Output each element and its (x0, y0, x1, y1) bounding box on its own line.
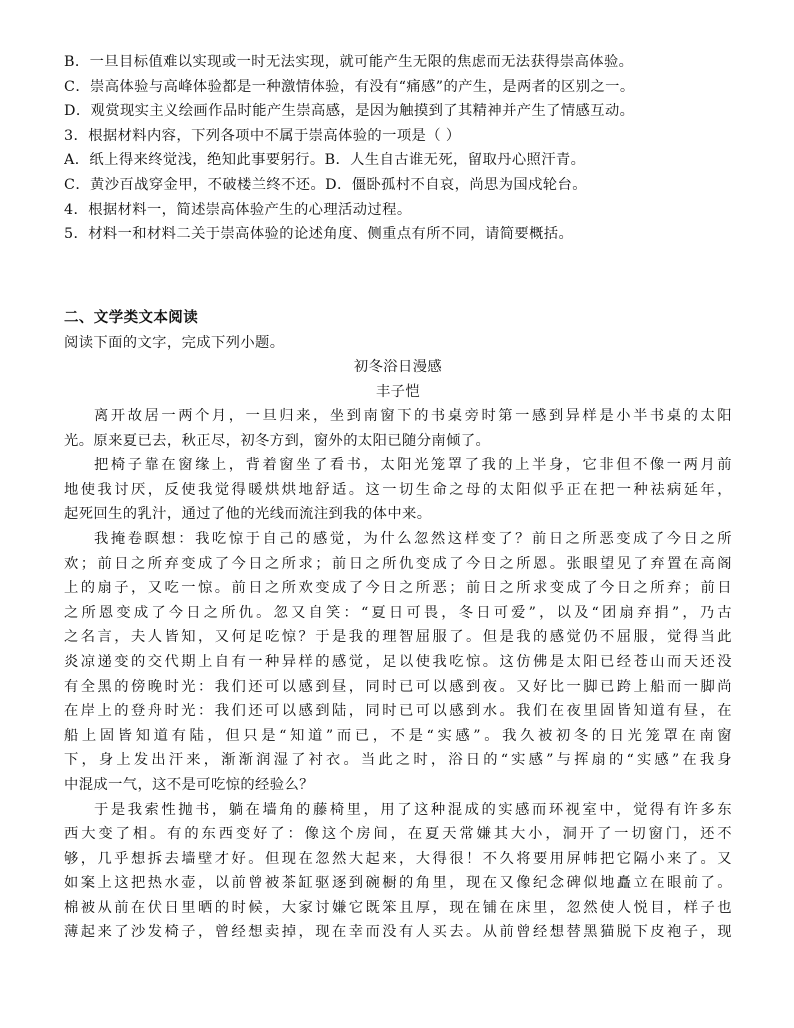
paragraph-line: 欢；前日之所弃变成了今日之所求；前日之所仇变成了今日之所恩。张眼望见了弃置在高阁 (64, 555, 732, 572)
paragraph-line: 光。原来夏已去，秋正尽，初冬方到，窗外的太阳已随分南倾了。 (64, 432, 491, 449)
article-title: 初冬浴日漫感 (353, 359, 443, 376)
paragraph-4 (64, 798, 732, 946)
paragraph-line: 把椅子靠在窗缘上，背着窗坐了看书，太阳光笼罩了我的上半身，它非但不像一两月前 (94, 457, 732, 474)
paragraph-line: 下，身上发出汗来，渐渐润湿了衬衣。当此之时，浴日的“实感”与挥扇的“实感”在我身 (64, 752, 732, 769)
paragraph-line: 有全黑的傍晚时光：我们还可以感到昼，同时已可以感到夜。又好比一脚已跨上船而一脚尚 (64, 678, 732, 695)
paragraph-line: 薄起来了沙发椅子，曾经想卖掉，现在幸而没有人买去。从前曾经想替黑猫脱下皮袍子，现 (64, 924, 732, 941)
question-options-block (64, 50, 732, 247)
option-c: C．崇高体验与高峰体验都是一种激情体验，有没有“痛感”的产生，是两者的区别之一。 (64, 78, 635, 95)
paragraph-line: 西大变了相。有的东西变好了：像这个房间，在夏天常嫌其大小，洞开了一切窗门，还不 (64, 826, 732, 843)
paragraph-line: 棉被从前在伏日里晒的时候，大家讨嫌它既笨且厚，现在铺在床里，忽然使人悦目，样子也 (64, 899, 732, 916)
paragraph-3 (64, 527, 732, 798)
section-heading: 二、文学类文本阅读 (64, 310, 199, 326)
article-author: 丰子恺 (375, 383, 421, 400)
paragraph-line: 炎凉递变的交代期上自有一种异样的感觉，足以使我吃惊。这仿佛是太阳已经苍山而天还没 (64, 653, 732, 670)
paragraph-line: 之名言，夫人皆知，又何足吃惊？于是我的理智屈服了。但是我的感觉仍不屈服，觉得当此 (64, 629, 732, 646)
question-3-options-ab: A．纸上得来终觉浅，绝知此事要躬行。B．人生自古谁无死，留取丹心照汗青。 (64, 152, 586, 169)
question-3: 3．根据材料内容，下列各项中不属于崇高体验的一项是（ ） (64, 127, 461, 144)
question-3-options-cd: C．黄沙百战穿金甲，不破楼兰终不还。D．僵卧孤村不自哀，尚思为国戍轮台。 (64, 176, 587, 193)
paragraph-line: 船上固皆知道有陆，但只是“知道”而已，不是“实感”。我久被初冬的日光笼罩在南窗 (64, 727, 732, 744)
section-instruction: 阅读下面的文字，完成下列小题。 (64, 334, 285, 351)
option-d: D．观赏现实主义绘画作品时能产生崇高感，是因为触摸到了其精神并产生了情感互动。 (64, 103, 635, 120)
paragraph-line: 我掩卷瞑想：我吃惊于自己的感觉，为什么忽然这样变了？前日之所恶变成了今日之所 (94, 530, 732, 547)
paragraph-line: 离开故居一两个月，一旦归来，坐到南窗下的书桌旁时第一感到异样是小半书桌的太阳 (94, 408, 732, 424)
paragraph-1 (64, 404, 732, 453)
paragraph-line: 地使我讨厌，反使我觉得暖烘烘地舒适。这一切生命之母的太阳似乎正在把一种祛病延年， (64, 481, 732, 498)
option-b: B．一旦目标值难以实现或一时无法实现，就可能产生无限的焦虑而无法获得崇高体验。 (64, 54, 634, 70)
question-4: 4．根据材料一，简述崇高体验产生的心理活动过程。 (64, 201, 412, 218)
paragraph-line: 在岸上的登舟时光：我们还可以感到陆，同时已可以感到水。我们在夜里固皆知道有昼，在 (64, 703, 732, 720)
section-header-block (64, 306, 732, 404)
paragraph-line: 中混成一气，这不是可吃惊的经验么？ (64, 776, 314, 793)
paragraph-line: 于是我索性抛书，躺在墙角的藤椅里，用了这种混成的实感而环视室中，觉得有许多东 (94, 801, 732, 818)
paragraph-line: 如案上这把热水壶，以前曾被茶缸驱逐到碗橱的角里，现在又像纪念碑似地矗立在眼前了。 (64, 875, 732, 892)
question-5: 5．材料一和材料二关于崇高体验的论述角度、侧重点有所不同，请简要概括。 (64, 226, 574, 243)
paragraph-line: 起死回生的乳汁，通过了他的光线而流注到我的体中来。 (64, 506, 432, 523)
paragraph-line: 之所恩变成了今日之所仇。忽又自笑：“夏日可畏，冬日可爱”，以及“团扇弃捐”，乃古 (64, 604, 732, 621)
paragraph-line: 上的扇子，又吃一惊。前日之所欢变成了今日之所恶；前日之所求变成了今日之所弃；前日 (64, 580, 732, 597)
paragraph-2 (64, 453, 732, 527)
article-body (64, 404, 732, 945)
paragraph-line: 够，几乎想拆去墙壁才好。但现在忽然大起来，大得很！不久将要用屏帏把它隔小来了。又 (64, 850, 732, 867)
